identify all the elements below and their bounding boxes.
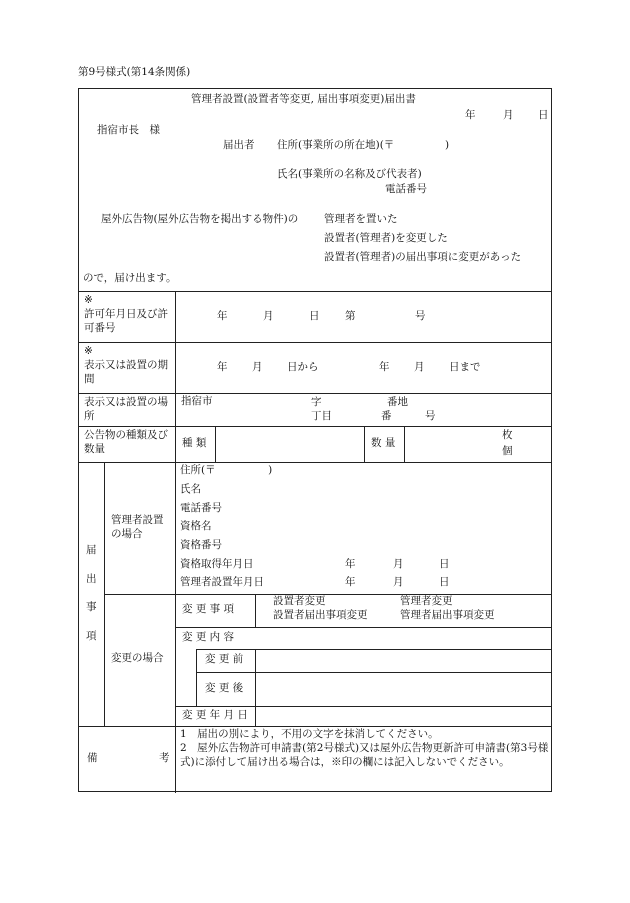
ad-unit-pieces: 個 (502, 445, 513, 457)
date-day-label: 日 (538, 109, 549, 121)
date-year-label: 年 (465, 109, 476, 121)
location-aza: 字 (311, 396, 322, 408)
setup-year: 年 (345, 576, 356, 588)
ad-qty-label: 数 量 (371, 437, 396, 449)
address-close-paren: ) (445, 139, 450, 151)
change-option-setter: 設置者変更 (273, 595, 326, 607)
period-from: 日から (287, 361, 319, 373)
manager-setup-date-label: 管理者設置年月日 (180, 576, 264, 588)
side-label-char-3: 事 (86, 601, 97, 613)
remarks-label-left: 備 (87, 752, 98, 764)
change-before-label: 変 更 前 (205, 653, 244, 665)
notifier-address-label: 住所(事業所の所在地)(〒 (277, 139, 395, 151)
period-month-1: 月 (252, 361, 263, 373)
date-month-label: 月 (503, 109, 514, 121)
ad-kind-label: 種 類 (182, 437, 207, 449)
remarks-label-right: 考 (159, 752, 170, 764)
qualification-year: 年 (345, 558, 356, 570)
period-label: 表示又は設置の期間 (84, 359, 168, 385)
permit-year: 年 (217, 310, 228, 322)
declaration-option-3: 設置者(管理者)の届出事項に変更があった (324, 251, 522, 263)
qualification-name-label: 資格名 (180, 520, 212, 532)
remarks-note-2: 2 屋外広告物許可申請書(第2号様式)又は屋外広告物更新許可申請書(第3号様式)に添付して届け出る場合は，※印の欄には記入しないでください。 (180, 742, 549, 768)
ad-unit-sheets: 枚 (502, 429, 513, 441)
location-ban: 番 (381, 410, 392, 422)
location-go: 号 (425, 410, 436, 422)
period-mark: ※ (84, 345, 93, 357)
period-to: 日まで (449, 361, 481, 373)
permit-day: 日 (309, 310, 320, 322)
manager-phone-label: 電話番号 (180, 502, 222, 514)
change-content-label: 変 更 内 容 (182, 631, 235, 643)
form-number: 第9号様式(第14条関係) (78, 66, 191, 78)
change-option-setter-items: 設置者届出事項変更 (273, 609, 368, 621)
side-label-char-4: 項 (86, 630, 97, 642)
setup-month: 月 (393, 576, 404, 588)
form-title: 管理者設置(設置者等変更, 届出事項変更)届出書 (191, 93, 416, 105)
location-label: 表示又は設置の場所 (84, 396, 168, 422)
change-date-label: 変 更 年 月 日 (182, 709, 248, 721)
qualification-month: 月 (393, 558, 404, 570)
declaration-option-2: 設置者(管理者)を変更した (324, 232, 448, 244)
change-case-label: 変更の場合 (111, 652, 164, 664)
qualification-number-label: 資格番号 (180, 539, 222, 551)
manager-address-label: 住所(〒 ) (180, 464, 273, 476)
side-label-char-1: 届 (86, 544, 97, 556)
notification-form (78, 88, 552, 792)
qualification-day: 日 (439, 558, 450, 570)
period-year-2: 年 (379, 361, 390, 373)
declaration-suffix: ので，届け出ます。 (83, 272, 177, 284)
period-month-2: 月 (414, 361, 425, 373)
permit-mark: ※ (84, 294, 93, 306)
manager-case-label: 管理者設置の場合 (111, 514, 164, 540)
change-option-manager-items: 管理者届出事項変更 (400, 609, 495, 621)
permit-month: 月 (263, 310, 274, 322)
notifier-label: 届出者 (223, 139, 255, 151)
declaration-option-1: 管理者を置いた (324, 213, 398, 225)
notifier-phone-label: 電話番号 (385, 183, 427, 195)
location-banchi: 番地 (387, 396, 408, 408)
change-after-label: 変 更 後 (205, 682, 244, 694)
location-city: 指宿市 (181, 395, 213, 407)
permit-label: 許可年月日及び許可番号 (84, 308, 168, 334)
location-chome: 丁目 (311, 410, 332, 422)
declaration-prefix: 屋外広告物(屋外広告物を掲出する物件)の (101, 213, 299, 225)
manager-name-label: 氏名 (180, 483, 201, 495)
change-option-manager: 管理者変更 (400, 595, 453, 607)
change-item-label: 変 更 事 項 (182, 603, 235, 615)
addressee: 指宿市長 様 (97, 124, 160, 136)
setup-day: 日 (439, 576, 450, 588)
remarks-note-1: 1 届出の別により，不用の文字を抹消してください。 (180, 728, 439, 740)
side-label-char-2: 出 (86, 573, 97, 585)
permit-dai: 第 (345, 310, 356, 322)
notifier-name-label: 氏名(事業所の名称及び代表者) (277, 168, 422, 180)
ad-type-label: 公告物の種類及び数量 (84, 429, 168, 455)
permit-go: 号 (415, 310, 426, 322)
qualification-date-label: 資格取得年月日 (180, 558, 254, 570)
period-year-1: 年 (217, 361, 228, 373)
